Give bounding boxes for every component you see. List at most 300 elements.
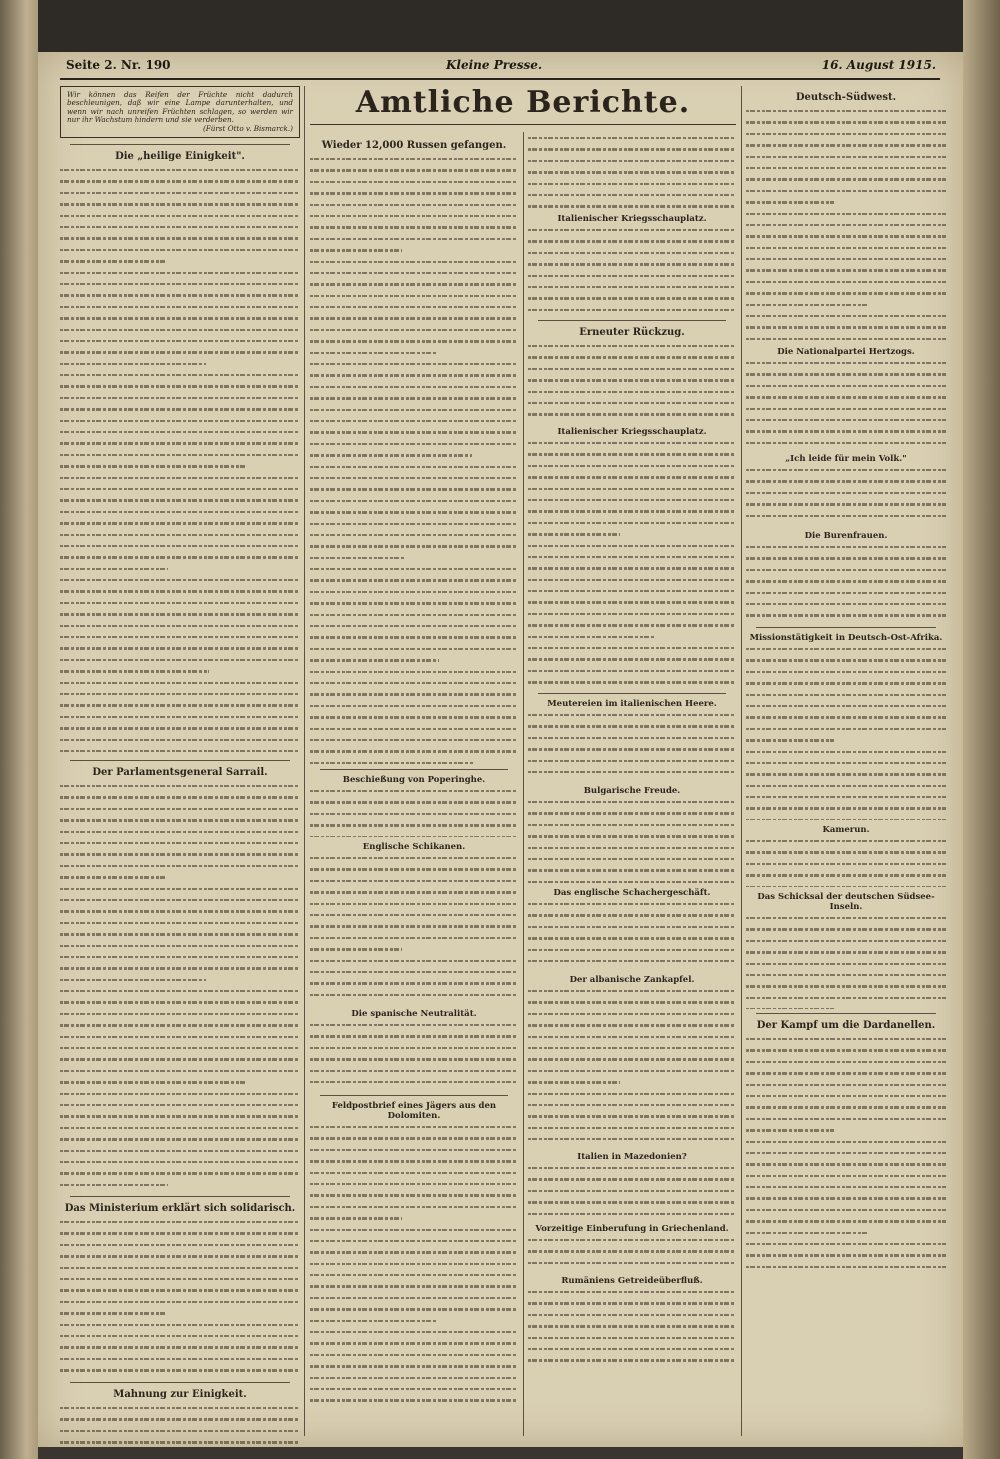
text-line xyxy=(528,624,736,632)
text-line xyxy=(746,258,946,266)
text-line xyxy=(746,807,946,815)
column-divider xyxy=(523,132,524,1436)
text-line xyxy=(746,614,946,622)
article-heading: Das englische Schachergeschäft. xyxy=(553,888,711,898)
text-line xyxy=(310,192,518,200)
text-line xyxy=(310,409,518,417)
text-line xyxy=(746,974,946,982)
text-line xyxy=(310,557,404,565)
text-line xyxy=(60,1418,300,1426)
text-line xyxy=(310,511,518,519)
text-line xyxy=(310,1194,518,1202)
text-line xyxy=(746,1118,946,1126)
article-body xyxy=(528,226,736,316)
text-line xyxy=(310,1217,402,1225)
text-line xyxy=(310,431,518,439)
text-line xyxy=(528,345,736,353)
text-line xyxy=(528,801,736,809)
text-line xyxy=(528,1314,736,1322)
article-heading: Die spanische Neutralität. xyxy=(351,1009,477,1019)
text-line xyxy=(60,169,300,177)
text-line xyxy=(746,592,946,600)
text-line xyxy=(60,670,209,678)
text-line xyxy=(310,352,437,360)
text-line xyxy=(528,499,736,507)
text-line xyxy=(746,569,946,577)
text-line xyxy=(746,1106,946,1114)
text-line xyxy=(528,556,736,564)
article-body xyxy=(528,439,736,689)
text-line xyxy=(310,891,518,899)
text-line xyxy=(528,1047,736,1055)
text-line xyxy=(528,476,736,484)
text-line xyxy=(528,613,736,621)
text-line xyxy=(60,522,300,530)
text-line xyxy=(310,283,518,291)
text-line xyxy=(310,1035,518,1043)
text-line xyxy=(310,443,518,451)
text-line xyxy=(310,215,518,223)
text-line xyxy=(60,1115,300,1123)
text-line xyxy=(746,430,946,438)
column-1 xyxy=(60,86,300,1447)
text-line xyxy=(310,801,518,809)
text-line xyxy=(746,1197,946,1205)
text-line xyxy=(310,602,518,610)
text-line xyxy=(60,317,300,325)
text-line xyxy=(310,1160,518,1168)
text-line xyxy=(60,1081,247,1089)
text-line xyxy=(528,533,620,541)
text-line xyxy=(60,534,300,542)
text-line xyxy=(60,1127,300,1135)
text-line xyxy=(746,1141,946,1149)
text-line xyxy=(746,304,868,312)
text-line xyxy=(746,1220,946,1228)
text-line xyxy=(746,1038,946,1046)
text-line xyxy=(746,419,946,427)
text-line xyxy=(60,1138,300,1146)
text-line xyxy=(528,379,736,387)
text-line xyxy=(310,982,518,990)
text-line xyxy=(528,579,736,587)
text-line xyxy=(746,705,946,713)
text-line xyxy=(310,249,402,257)
text-line xyxy=(746,1008,834,1009)
column-4 xyxy=(746,86,946,1270)
text-line xyxy=(310,790,518,798)
text-line xyxy=(60,1278,300,1286)
article-body xyxy=(310,787,518,837)
text-line xyxy=(528,413,736,421)
article-body xyxy=(746,107,946,342)
text-line xyxy=(60,1407,300,1415)
text-line xyxy=(528,1138,736,1146)
text-line xyxy=(310,739,518,747)
text-line xyxy=(60,374,300,382)
text-line xyxy=(746,557,946,565)
text-line xyxy=(60,1358,300,1366)
text-line xyxy=(528,949,736,957)
text-line xyxy=(60,1184,168,1192)
text-line xyxy=(746,796,946,804)
article-heading: Erneuter Rückzug. xyxy=(579,327,685,338)
article-heading: Das Ministerium erklärt sich solidarisch. xyxy=(64,1203,296,1215)
text-line xyxy=(528,1359,736,1367)
text-line xyxy=(310,1070,518,1078)
text-line xyxy=(528,465,736,473)
text-line xyxy=(746,863,946,871)
motto-text: Wir können das Reifen der Früchte nicht dadurch beschleunigen, daß wir eine Lampe darunterhalten, und wenn wir nach unreifen Früchten schlagen, so werden wir nur ihr Wachstum hindern und sie verderben. xyxy=(67,90,293,125)
separator xyxy=(320,769,508,770)
text-line xyxy=(310,204,518,212)
text-line xyxy=(60,636,300,644)
text-line xyxy=(528,148,736,156)
text-line xyxy=(60,933,300,941)
text-line xyxy=(60,853,300,861)
text-line xyxy=(310,1081,518,1089)
text-line xyxy=(310,1377,518,1385)
text-line xyxy=(310,824,518,832)
text-line xyxy=(528,1213,736,1219)
text-line xyxy=(310,625,518,633)
text-line xyxy=(60,796,300,804)
text-line xyxy=(528,1262,736,1270)
text-line xyxy=(746,728,946,736)
text-line xyxy=(746,235,946,243)
newspaper-title: Kleine Presse. xyxy=(446,58,543,72)
article-body xyxy=(60,1404,300,1447)
article-heading: „Ich leide für mein Volk." xyxy=(785,454,907,464)
text-line xyxy=(310,1058,518,1066)
text-line xyxy=(746,1095,946,1103)
article-heading: Der albanische Zankapfel. xyxy=(569,975,695,985)
text-line xyxy=(528,1070,736,1078)
text-line xyxy=(528,286,736,294)
separator xyxy=(756,1013,936,1014)
text-line xyxy=(60,1150,300,1158)
article-heading: Die Burenfrauen. xyxy=(804,531,888,541)
text-line xyxy=(528,1291,736,1299)
text-line xyxy=(746,671,946,679)
article-body xyxy=(746,1035,946,1270)
text-line xyxy=(310,158,518,166)
text-line xyxy=(746,1152,946,1160)
text-line xyxy=(60,499,300,507)
text-line xyxy=(60,956,300,964)
text-line xyxy=(528,1001,736,1009)
separator xyxy=(538,693,726,694)
text-line xyxy=(746,281,946,289)
text-line xyxy=(310,317,518,325)
text-line xyxy=(310,636,518,644)
column-3 xyxy=(528,134,736,1368)
text-line xyxy=(310,836,518,837)
text-line xyxy=(60,420,300,428)
text-line xyxy=(310,261,518,269)
text-line xyxy=(310,454,472,462)
text-line xyxy=(746,190,946,198)
text-line xyxy=(528,681,736,689)
text-line xyxy=(310,1183,518,1191)
text-line xyxy=(528,205,736,209)
article-body xyxy=(746,837,946,887)
text-line xyxy=(60,1093,300,1101)
text-line xyxy=(60,180,300,188)
text-line xyxy=(310,420,518,428)
article-body xyxy=(528,134,736,209)
text-line xyxy=(746,326,946,334)
headline-rule xyxy=(310,124,736,125)
article-body xyxy=(746,543,946,623)
page-header xyxy=(66,58,936,78)
separator xyxy=(70,760,290,761)
text-line xyxy=(746,442,946,449)
text-line xyxy=(528,1348,736,1356)
text-line xyxy=(746,247,946,255)
text-line xyxy=(60,1221,300,1229)
text-line xyxy=(60,831,300,839)
text-line xyxy=(60,1335,300,1343)
text-line xyxy=(310,914,518,922)
text-line xyxy=(746,224,946,232)
text-line xyxy=(528,1302,736,1310)
text-line xyxy=(310,500,518,508)
article-body xyxy=(528,1288,736,1368)
article-body xyxy=(310,155,518,765)
article-heading: Meutereien im italienischen Heere. xyxy=(547,699,717,709)
text-line xyxy=(60,888,300,896)
text-line xyxy=(528,488,736,496)
text-line xyxy=(310,1388,518,1396)
text-line xyxy=(746,156,946,164)
text-line xyxy=(746,373,946,381)
text-line xyxy=(60,750,300,756)
text-line xyxy=(528,903,736,911)
text-line xyxy=(60,215,300,223)
article-body xyxy=(310,1021,518,1091)
text-line xyxy=(60,385,300,393)
article-body xyxy=(528,987,736,1147)
text-line xyxy=(60,979,206,987)
text-line xyxy=(746,840,946,848)
text-line xyxy=(60,590,300,598)
text-line xyxy=(310,750,518,758)
column-2 xyxy=(310,134,518,1403)
text-line xyxy=(528,1024,736,1032)
article-heading: Italienischer Kriegsschauplatz. xyxy=(557,214,707,224)
text-line xyxy=(528,522,736,530)
article-heading: Das Schicksal der deutschen Südsee-Inseln. xyxy=(757,892,935,912)
column-divider xyxy=(741,86,742,1436)
text-line xyxy=(310,948,402,956)
text-line xyxy=(528,1325,736,1333)
text-line xyxy=(746,269,946,277)
article-heading: Beschießung von Poperinghe. xyxy=(342,775,486,785)
text-line xyxy=(310,1342,518,1350)
text-line xyxy=(528,1058,736,1066)
main-headline: Amtliche Berichte. xyxy=(355,85,691,120)
text-line xyxy=(60,1070,300,1078)
text-line xyxy=(60,1172,300,1180)
separator xyxy=(70,144,290,145)
text-line xyxy=(746,362,946,370)
article-body xyxy=(746,359,946,449)
text-line xyxy=(60,1104,300,1112)
text-line xyxy=(746,213,946,221)
header-rule xyxy=(60,78,940,80)
text-line xyxy=(746,1049,946,1057)
article-heading: Kamerun. xyxy=(822,825,870,835)
text-line xyxy=(528,1178,736,1186)
text-line xyxy=(528,297,736,305)
article-body xyxy=(310,1123,518,1403)
text-line xyxy=(60,442,300,450)
text-line xyxy=(528,737,736,745)
text-line xyxy=(60,1001,300,1009)
text-line xyxy=(746,385,946,393)
text-line xyxy=(310,579,518,587)
text-line xyxy=(746,1254,946,1262)
text-line xyxy=(60,465,247,473)
text-line xyxy=(60,739,300,747)
text-line xyxy=(310,857,518,865)
text-line xyxy=(310,659,439,667)
text-line xyxy=(310,363,518,371)
newspaper-page xyxy=(38,52,963,1447)
text-line xyxy=(60,1058,300,1066)
text-line xyxy=(528,356,736,364)
article-body xyxy=(528,1236,736,1271)
text-line xyxy=(528,1190,736,1198)
text-line xyxy=(310,1320,437,1328)
text-line xyxy=(60,340,300,348)
text-line xyxy=(310,466,518,474)
text-line xyxy=(60,306,300,314)
text-line xyxy=(746,819,946,820)
text-line xyxy=(310,306,518,314)
text-line xyxy=(60,226,300,234)
text-line xyxy=(60,1369,300,1377)
text-line xyxy=(60,272,300,280)
text-line xyxy=(746,928,946,936)
text-line xyxy=(746,886,946,887)
text-line xyxy=(310,1126,518,1134)
text-line xyxy=(746,1186,946,1194)
text-line xyxy=(310,397,518,405)
article-body xyxy=(746,466,946,526)
text-line xyxy=(60,625,300,633)
text-line xyxy=(746,985,946,993)
text-line xyxy=(310,226,518,234)
article-heading: Die Nationalpartei Hertzogs. xyxy=(777,347,915,357)
text-line xyxy=(310,671,518,679)
issue-date: 16. August 1915. xyxy=(821,58,936,72)
text-line xyxy=(528,990,736,998)
text-line xyxy=(60,1232,300,1240)
text-line xyxy=(60,842,300,850)
text-line xyxy=(310,523,518,531)
text-line xyxy=(60,693,300,701)
text-line xyxy=(310,960,518,968)
article-heading: Wieder 12,000 Russen gefangen. xyxy=(321,140,507,151)
text-line xyxy=(528,171,736,179)
text-line xyxy=(746,469,946,477)
text-line xyxy=(60,647,300,655)
text-line xyxy=(528,391,736,399)
text-line xyxy=(528,636,655,644)
text-line xyxy=(310,1308,518,1316)
article-body xyxy=(746,914,946,1009)
text-line xyxy=(310,1285,518,1293)
text-line xyxy=(310,1047,518,1055)
text-line xyxy=(310,534,518,542)
text-line xyxy=(746,997,946,1005)
text-line xyxy=(60,1013,300,1021)
text-line xyxy=(310,1206,518,1214)
text-line xyxy=(310,682,518,690)
text-line xyxy=(528,647,736,655)
page-edge xyxy=(963,0,1000,1459)
text-line xyxy=(60,488,300,496)
text-line xyxy=(528,914,736,922)
text-line xyxy=(528,835,736,843)
text-line xyxy=(60,1047,300,1055)
text-line xyxy=(746,338,946,342)
text-line xyxy=(746,315,946,323)
text-line xyxy=(528,824,736,832)
text-line xyxy=(528,160,736,168)
text-line xyxy=(746,144,946,152)
text-line xyxy=(528,137,736,145)
text-line xyxy=(528,858,736,866)
text-line xyxy=(746,1061,946,1069)
text-line xyxy=(746,682,946,690)
text-line xyxy=(528,714,736,722)
text-line xyxy=(746,762,946,770)
text-line xyxy=(746,785,946,793)
text-line xyxy=(60,1036,300,1044)
text-line xyxy=(746,773,946,781)
text-line xyxy=(528,1127,736,1135)
text-line xyxy=(60,329,300,337)
text-line xyxy=(310,1274,518,1282)
text-line xyxy=(528,1239,736,1247)
text-line xyxy=(310,1024,518,1032)
text-line xyxy=(310,1137,518,1145)
text-line xyxy=(310,868,518,876)
text-line xyxy=(528,658,736,666)
text-line xyxy=(60,899,300,907)
article-heading: Der Parlamentsgeneral Sarrail. xyxy=(92,767,268,779)
text-line xyxy=(746,874,946,882)
text-line xyxy=(60,659,300,667)
text-line xyxy=(60,682,300,690)
article-heading: Englische Schikanen. xyxy=(362,842,466,852)
text-line xyxy=(528,1093,736,1101)
text-line xyxy=(60,1324,300,1332)
text-line xyxy=(528,1115,736,1123)
text-line xyxy=(746,940,946,948)
text-line xyxy=(528,567,736,575)
text-line xyxy=(528,1250,736,1258)
text-line xyxy=(60,1441,300,1447)
text-line xyxy=(746,1209,946,1217)
text-line xyxy=(310,762,474,765)
text-line xyxy=(528,881,736,883)
text-line xyxy=(310,1149,518,1157)
separator xyxy=(320,1095,508,1096)
